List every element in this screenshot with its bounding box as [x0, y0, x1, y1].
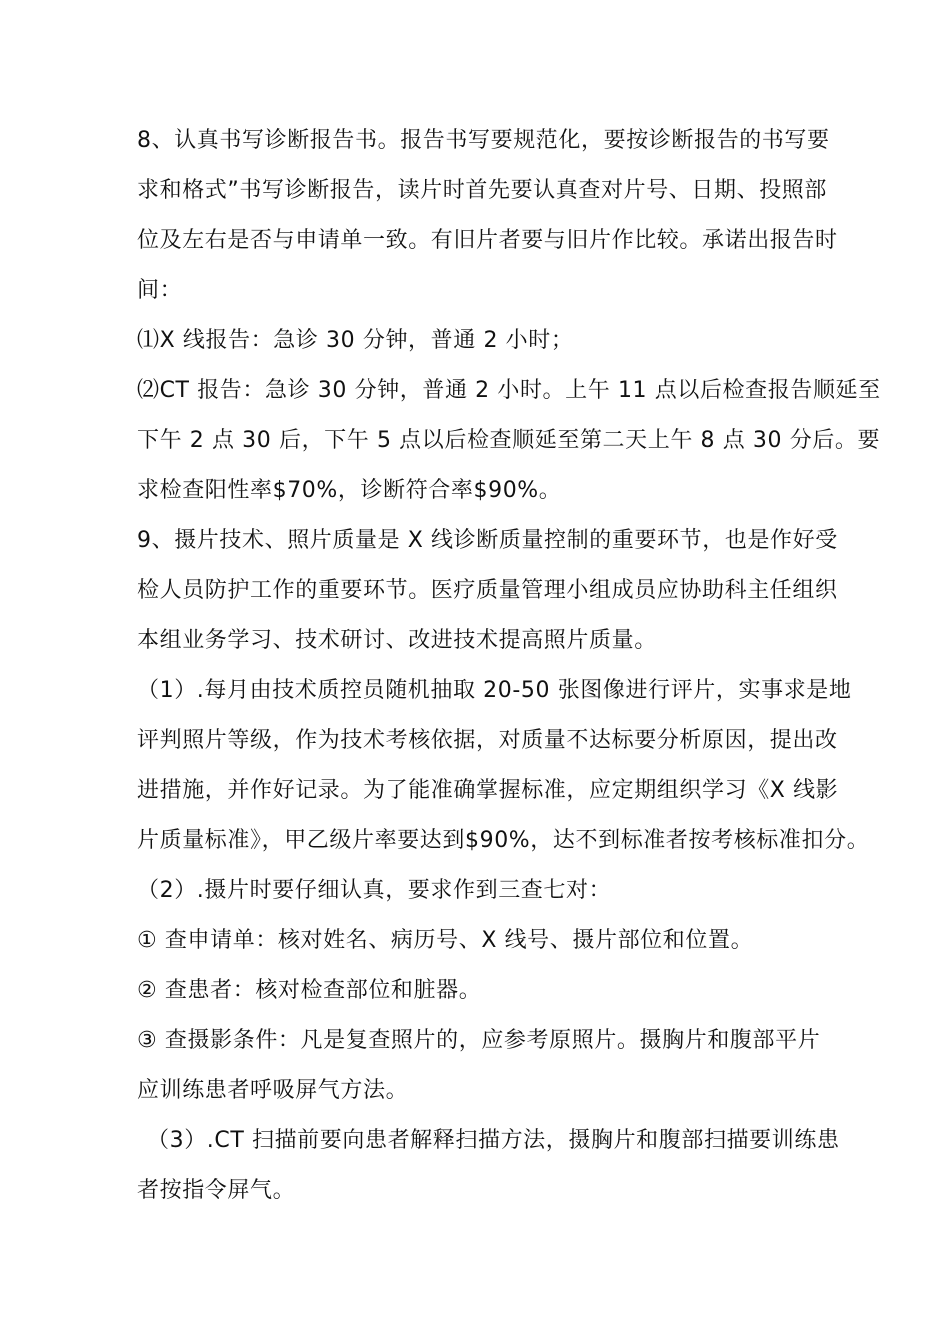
check-patient-line: ② 查患者：核对检查部位和脏器。: [137, 978, 482, 1003]
paragraph-9-line-3: 本组业务学习、技术研讨、改进技术提高照片质量。: [137, 628, 657, 653]
check-conditions-line-1: ③ 查摄影条件：凡是复查照片的，应参考原照片。摄胸片和腹部平片: [137, 1028, 821, 1053]
xray-report-line: ⑴X 线报告：急诊 30 分钟，普通 2 小时；: [137, 328, 574, 353]
ct-report-line-3: 求检查阳性率$70%，诊断符合率$90%。: [137, 478, 562, 503]
ct-report-line-2: 下午 2 点 30 后，下午 5 点以后检查顺延至第二天上午 8 点 30 分后。要: [137, 428, 881, 453]
item-2-line-1: （2）.摄片时要仔细认真，要求作到三查七对：: [137, 878, 612, 903]
item-1-line-3: 进措施，并作好记录。为了能准确掌握标准，应定期组织学习《X 线影: [137, 778, 839, 803]
paragraph-9-line-1: 9、摄片技术、照片质量是 X 线诊断质量控制的重要环节，也是作好受: [137, 528, 838, 553]
paragraph-8-line-1: 8、认真书写诊断报告书。报告书写要规范化，要按诊断报告的书写要: [137, 128, 830, 153]
item-3-line-1: （3）.CT 扫描前要向患者解释扫描方法，摄胸片和腹部扫描要训练患: [147, 1128, 840, 1153]
paragraph-8-line-2: 求和格式”书写诊断报告，读片时首先要认真查对片号、日期、投照部: [137, 178, 827, 203]
item-1-line-4: 片质量标准》，甲乙级片率要达到$90%，达不到标准者按考核标准扣分。: [137, 828, 870, 853]
ct-report-line-1: ⑵CT 报告：急诊 30 分钟，普通 2 小时。上午 11 点以后检查报告顺延至: [137, 378, 881, 403]
paragraph-8-line-3: 位及左右是否与申请单一致。有旧片者要与旧片作比较。承诺出报告时: [137, 228, 838, 253]
item-1-line-1: （1）.每月由技术质控员随机抽取 20-50 张图像进行评片，实事求是地: [137, 678, 852, 703]
check-application-line: ① 查申请单：核对姓名、病历号、X 线号、摄片部位和位置。: [137, 928, 754, 953]
item-1-line-2: 评判照片等级，作为技术考核依据，对质量不达标要分析原因，提出改: [137, 728, 838, 753]
paragraph-8-line-4: 间：: [137, 278, 183, 303]
item-3-line-2: 者按指令屏气。: [137, 1178, 296, 1203]
paragraph-9-line-2: 检人员防护工作的重要环节。医疗质量管理小组成员应协助科主任组织: [137, 578, 838, 603]
check-conditions-line-2: 应训练患者呼吸屏气方法。: [137, 1078, 409, 1103]
